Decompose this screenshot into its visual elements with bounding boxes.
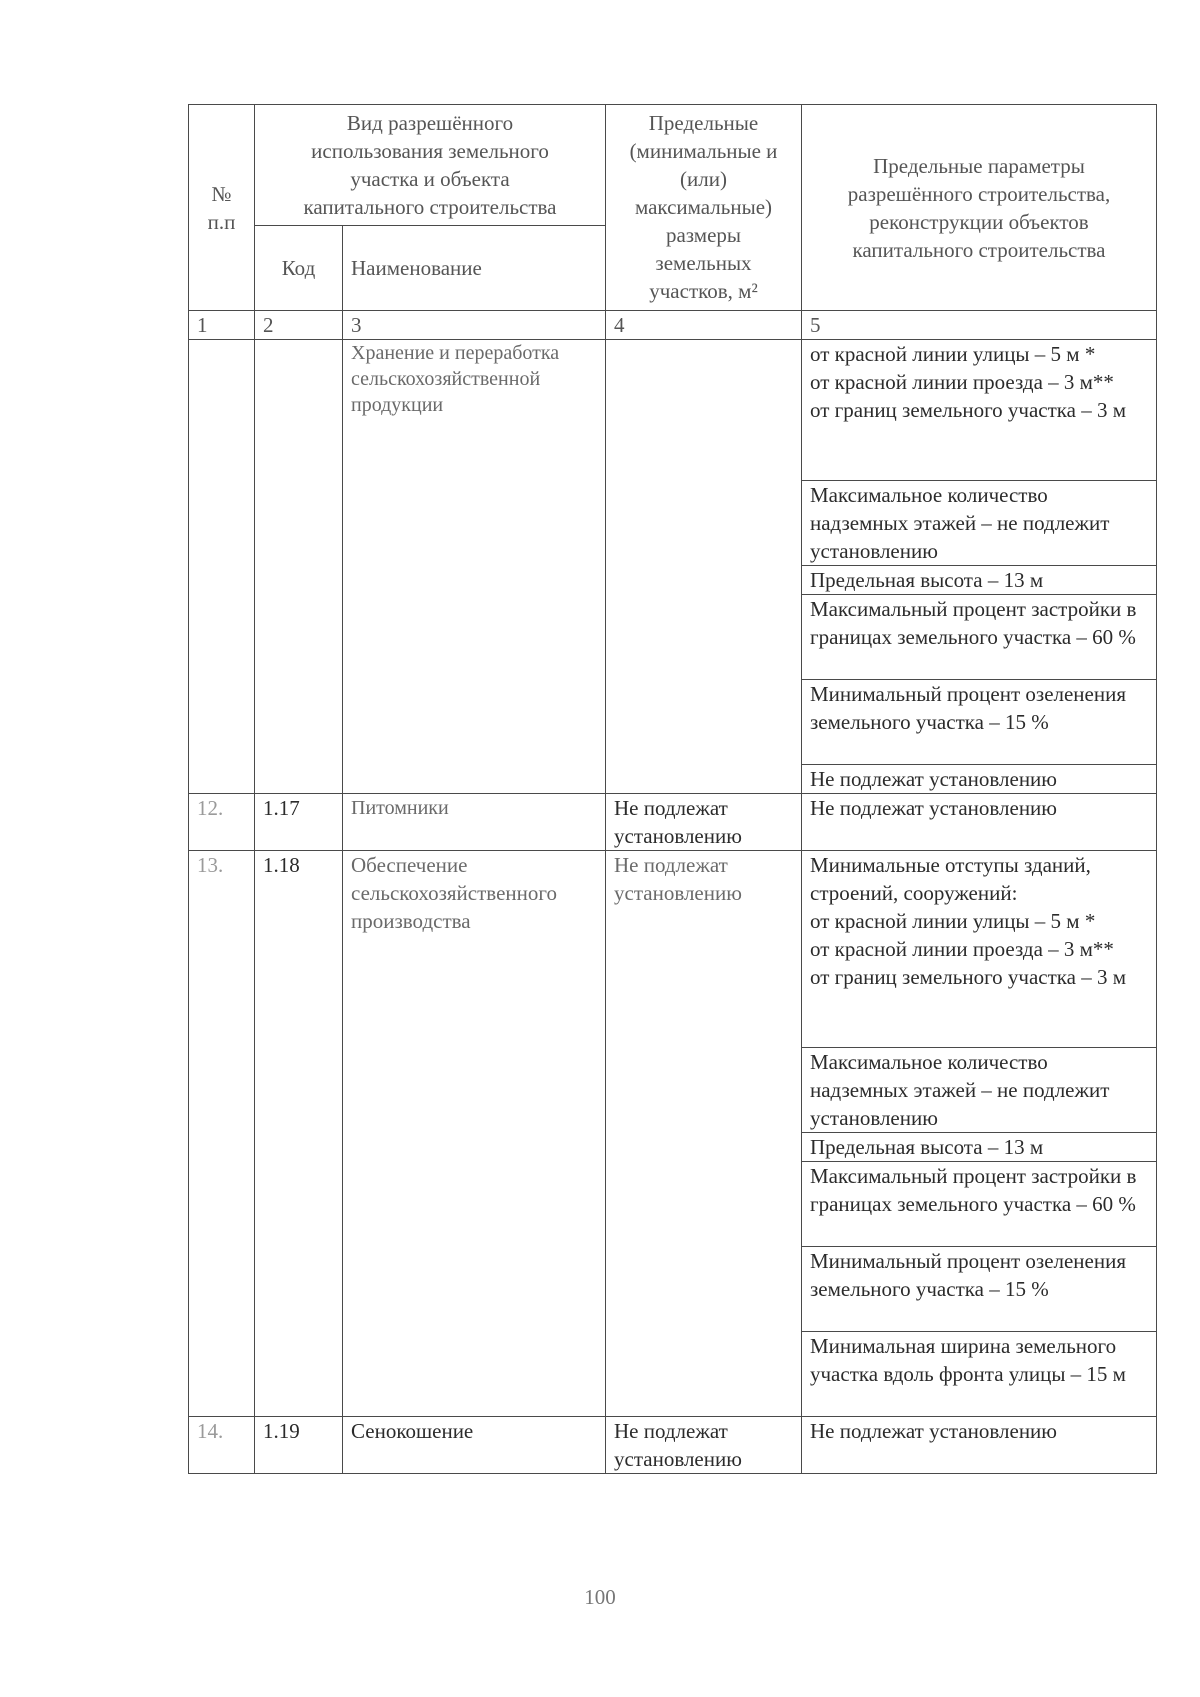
row-param: Максимальный процент застройки в границах земельного участка – 60 % [802,595,1157,680]
table-row [189,794,1157,851]
row-code: 1.18 [255,851,343,1417]
row-param: Не подлежат установлению [802,794,1157,851]
row-sizes [606,340,802,794]
row-param: Минимальные отступы зданий, строений, сооружений: от красной линии улицы – 5 м * от красной линии проезда – 3 м** от границ земельного участка – 3 м [802,851,1157,1048]
land-use-table [188,104,1157,1474]
row-param: Максимальный процент застройки в границах земельного участка – 60 % [802,1162,1157,1247]
table-header-row [189,105,1157,226]
column-number-row [189,311,1157,340]
row-param: Не подлежат установлению [802,1417,1157,1474]
row-num [189,340,255,794]
header-num: № п.п [189,105,255,311]
table-row [189,851,1157,1048]
row-sizes: Не подлежат установлению [606,1417,802,1474]
row-param: Минимальный процент озеленения земельного участка – 15 % [802,1247,1157,1332]
row-sizes: Не подлежат установлению [606,794,802,851]
row-param: Максимальное количество надземных этажей – не подлежит установлению [802,481,1157,566]
row-param: Не подлежат установлению [802,765,1157,794]
header-kind-group: Вид разрешённого использования земельного участка и объекта капитального строительства [255,105,606,226]
column-number: 5 [802,311,1157,340]
header-name: Наименование [343,226,606,311]
header-sizes: Предельные (минимальные и (или) максимальные) размеры земельных участков, м² [606,105,802,311]
column-number: 1 [189,311,255,340]
row-param: от красной линии улицы – 5 м * от красной линии проезда – 3 м** от границ земельного участка – 3 м [802,340,1157,481]
header-code: Код [255,226,343,311]
row-name: Сенокошение [343,1417,606,1474]
column-number: 4 [606,311,802,340]
row-num: 13. [189,851,255,1417]
row-param: Минимальный процент озеленения земельного участка – 15 % [802,680,1157,765]
row-param: Предельная высота – 13 м [802,566,1157,595]
row-param: Минимальная ширина земельного участка вдоль фронта улицы – 15 м [802,1332,1157,1417]
row-num: 12. [189,794,255,851]
column-number: 3 [343,311,606,340]
row-name: Питомники [343,794,606,851]
row-name: Хранение и переработка сельскохозяйственной продукции [343,340,606,794]
row-name: Обеспечение сельскохозяйственного производства [343,851,606,1417]
row-param: Максимальное количество надземных этажей – не подлежит установлению [802,1048,1157,1133]
table-row [189,340,1157,481]
row-code: 1.17 [255,794,343,851]
row-sizes: Не подлежат установлению [606,851,802,1417]
row-code [255,340,343,794]
table-row [189,1417,1157,1474]
row-num: 14. [189,1417,255,1474]
page-number: 100 [584,1585,616,1609]
column-number: 2 [255,311,343,340]
row-param: Предельная высота – 13 м [802,1133,1157,1162]
header-params: Предельные параметры разрешённого строительства, реконструкции объектов капитального строительства [802,105,1157,311]
row-code: 1.19 [255,1417,343,1474]
